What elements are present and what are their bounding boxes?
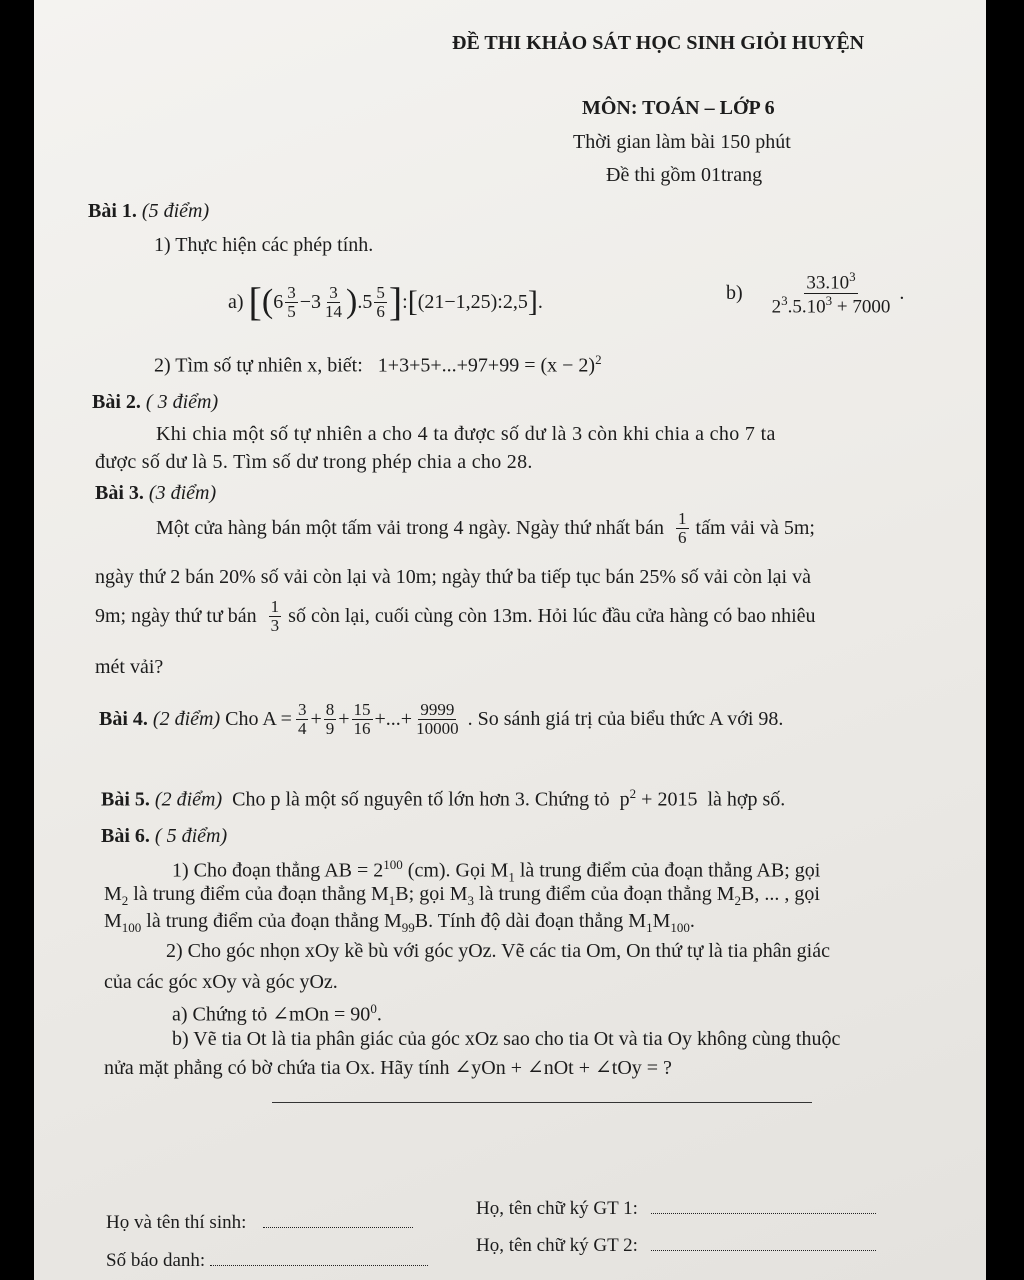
end-divider — [272, 1102, 812, 1103]
bai3-line3: 9m; ngày thứ tư bán $\frac{1}{3}$ số còn lại, cuối cùng còn 13m. Hỏi lúc đầu cửa hàng có bao nhiêu — [95, 597, 816, 635]
bai6-p2-line1: 2) Cho góc nhọn xOy kề bù với góc yOz. Vẽ các tia Om, On thứ tự là tia phân giác — [166, 940, 830, 962]
bai4-line: Bài 4. (2 điểm) Cho A = $\frac{3}{4}$ + $\frac{8}{9}$ + $\frac{15}{16}$ +...+ $\frac{9999}{10000}$ . So sánh giá trị của biểu thức A với 98. — [99, 700, 784, 738]
time-line: Thời gian làm bài 150 phút — [573, 131, 791, 153]
proctor1-blank[interactable] — [651, 1213, 876, 1214]
candidate-name-blank[interactable] — [263, 1227, 413, 1228]
bai6-p2-line2: của các góc xOy và góc yOz. — [104, 971, 338, 993]
bai3-line1: Một cửa hàng bán một tấm vải trong 4 ngày. Ngày thứ nhất bán $\frac{1}{6}$ tấm vải và 5m; — [156, 509, 815, 547]
proctor2-blank[interactable] — [651, 1250, 876, 1251]
bai3-line2: ngày thứ 2 bán 20% số vải còn lại và 10m; ngày thứ ba tiếp tục bán 25% số vải còn lại và — [95, 566, 811, 588]
proctor1-field[interactable]: Họ, tên chữ ký GT 1: — [476, 1198, 876, 1220]
bai2-line2: được số dư là 5. Tìm số dư trong phép chia a cho 28. — [95, 451, 533, 473]
candidate-name-field[interactable]: Họ và tên thí sinh: — [106, 1212, 413, 1234]
bai2-line1: Khi chia một số tự nhiên a cho 4 ta được số dư là 3 còn khi chia a cho 7 ta — [156, 423, 776, 445]
bai3-heading: Bài 3. (3 điểm) — [95, 482, 217, 504]
bai1-b-fraction: $\frac{33.10^3}{2^3.5.10^3 + 7000}$ — [771, 269, 891, 318]
bai6-part-a: a) Chứng tỏ ∠mOn = $90^0$. — [172, 1001, 382, 1026]
bai6-p1-line1: 1) Cho đoạn thẳng AB = $2^{100}$ (cm). Gọi $M_1$ là trung điểm của đoạn thẳng AB; gọi — [172, 857, 821, 885]
candidate-number-blank[interactable] — [210, 1265, 428, 1266]
bai6-heading: Bài 6. ( 5 điểm) — [101, 825, 228, 847]
bai1-heading: Bài 1. (5 điểm) — [88, 200, 210, 222]
bai1-expr-a: a) [ ( 6 $\frac{3}{5}$ −3 $\frac{3}{14}$ ) .5 $\frac{5}{6}$ ] : [ (21−1,25):2,5 ] . — [228, 279, 543, 324]
bai3-line4: mét vải? — [95, 656, 164, 678]
bai6-part-b-line2: nửa mặt phẳng có bờ chứa tia Ox. Hãy tính ∠yOn + ∠nOt + ∠tOy = ? — [104, 1057, 672, 1079]
bai6-p1-line2: $M_2$ là trung điểm của đoạn thẳng $M_1B$; gọi $M_3$ là trung điểm của đoạn thẳng $M_2B$, ... , gọi — [104, 883, 820, 908]
proctor2-field[interactable]: Họ, tên chữ ký GT 2: — [476, 1235, 876, 1257]
bai2-heading: Bài 2. ( 3 điểm) — [92, 391, 219, 413]
pages-line: Đề thi gồm 01trang — [606, 164, 763, 186]
bai5-line: Bài 5. (2 điểm) Cho p là một số nguyên tố lớn hơn 3. Chứng tỏ $p^2 + 2015$ là hợp số. — [101, 786, 786, 811]
bai6-p1-line3: $M_{100}$ là trung điểm của đoạn thẳng $M_{99}B$. Tính độ dài đoạn thẳng $M_1M_{100}$. — [104, 910, 695, 935]
candidate-number-field[interactable]: Số báo danh: — [106, 1250, 428, 1272]
bai1-expr-b: b) $\frac{33.10^3}{2^3.5.10^3 + 7000}$ . — [726, 269, 905, 318]
exam-paper — [34, 0, 986, 1280]
exam-title: ĐỀ THI KHẢO SÁT HỌC SINH GIỎI HUYỆN — [452, 32, 865, 54]
subject-line: MÔN: TOÁN – LỚP 6 — [582, 97, 775, 119]
bai1-q1: 1) Thực hiện các phép tính. — [154, 234, 374, 256]
bai1-q2: 2) Tìm số tự nhiên x, biết: $1+3+5+...+97+99 = (x - 2)^2$ — [154, 352, 602, 377]
bai6-part-b-line1: b) Vẽ tia Ot là tia phân giác của góc xOz sao cho tia Ot và tia Oy không cùng thuộc — [172, 1028, 841, 1050]
